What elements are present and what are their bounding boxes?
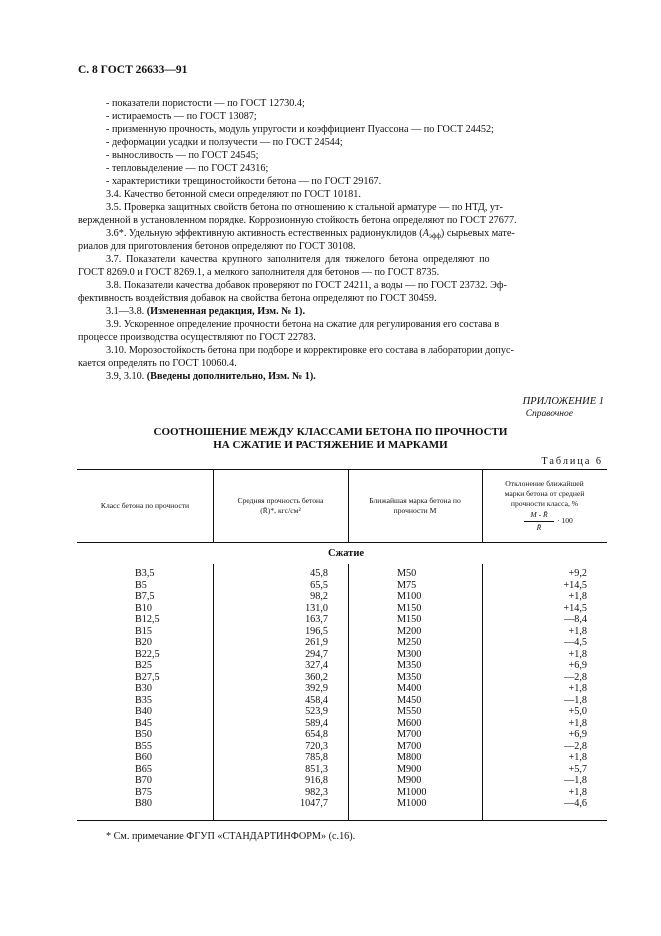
header-strength	[213, 496, 348, 516]
table-cell-dev: —4,6	[564, 798, 587, 809]
table-cell-cls: B75	[135, 786, 152, 798]
paragraph-3-8-line2: фективность воздействия добавок на свойства бетона определяют по ГОСТ 30459.	[78, 293, 437, 304]
paragraph-3-5-line1: 3.5. Проверка защитных свойств бетона по отношению к стальной арматуре — по НТД, ут-	[106, 202, 503, 213]
table-cell-dev: —1,8	[564, 775, 587, 786]
table-cell-cls: B70	[135, 775, 152, 786]
table-cell-dev: +1,8	[568, 683, 587, 694]
table-cell-mark: M350	[397, 660, 422, 671]
paragraph-3-9-line2: процессе производства осуществляют по ГОСТ 22783.	[78, 332, 316, 343]
paragraph-3-6-text-end: ) сырьевых мате-	[440, 228, 515, 239]
table-bottom-rule	[77, 820, 607, 821]
table-caption: Таблица 6	[541, 456, 603, 467]
column-strength	[232, 568, 328, 810]
table-cell-mark: M700	[397, 740, 422, 752]
paragraph-3-5-line2: вержденной в установленном порядке. Коррозионную стойкость бетона определяют по ГОСТ 27677.	[78, 215, 517, 226]
table-cell-dev: +1,8	[568, 625, 587, 637]
appendix-title-line2: НА СЖАТИЕ И РАСТЯЖЕНИЕ И МАРКАМИ	[213, 439, 448, 451]
table-cell-cls: B60	[135, 752, 152, 763]
paragraph-3-8-line1: 3.8. Показатели качества добавок проверяют по ГОСТ 24211, а воды — по ГОСТ 23732. Эф-	[106, 280, 507, 291]
table-divider	[213, 564, 214, 820]
amendment-note-1	[106, 305, 305, 318]
table-cell-mark: M1000	[397, 786, 427, 798]
paragraph-3-10-line2: кается определять по ГОСТ 10060.4.	[78, 358, 237, 369]
table-cell-mark: M75	[397, 579, 417, 591]
table-cell-dev: +5,0	[568, 706, 587, 717]
table-cell-cls: B22,5	[135, 648, 160, 660]
paragraph-3-9-line1: 3.9. Ускоренное определение прочности бетона на сжатие для регулирования его состава в	[106, 319, 500, 330]
table-cell-dev: —2,8	[564, 740, 587, 752]
table-cell-mark: M1000	[397, 798, 427, 809]
table-cell-cls: B5	[135, 579, 147, 591]
table-cell-dev: +14,5	[563, 602, 587, 614]
table-cell-strength: 327,4	[305, 660, 328, 671]
table-cell-mark: M700	[397, 729, 422, 740]
table-cell-mark: M600	[397, 717, 422, 729]
table-cell-strength: 45,8	[310, 568, 328, 579]
paragraph-3-10-line1: 3.10. Морозостойкость бетона при подборе и корректировке его состава в лаборатории допус-	[106, 345, 514, 356]
header-deviation-line1: Отклонение ближайшей	[505, 479, 584, 488]
table-cell-mark: M250	[397, 637, 422, 648]
table-cell-cls: B50	[135, 729, 152, 740]
table-cell-dev: +1,8	[568, 717, 587, 729]
paragraph-3-7-line2: ГОСТ 8269.0 и ГОСТ 8269.1, а мелкого заполнителя для бетонов — по ГОСТ 8735.	[78, 267, 440, 278]
paragraph-3-6-line2: риалов для приготовления бетонов определяют по ГОСТ 30108.	[78, 241, 356, 252]
table-cell-mark: M300	[397, 648, 422, 660]
table-cell-strength: 1047,7	[299, 798, 328, 809]
appendix-sublabel: Справочное	[525, 409, 573, 419]
list-item: - деформации усадки и ползучести — по ГОСТ 24544;	[106, 137, 343, 148]
header-mark	[348, 496, 482, 516]
table-cell-strength: 196,5	[305, 625, 328, 637]
table-top-rule	[77, 469, 607, 470]
table-cell-strength: 982,3	[305, 786, 328, 798]
list-item: - выносливость — по ГОСТ 24545;	[106, 150, 259, 161]
table-cell-dev: —2,8	[564, 671, 587, 683]
table-cell-dev: +1,8	[568, 591, 587, 602]
header-deviation	[482, 479, 607, 509]
section-compression: Сжатие	[328, 548, 365, 559]
table-cell-cls: B10	[135, 602, 152, 614]
table-cell-mark: M550	[397, 706, 422, 717]
table-cell-dev: +9,2	[568, 568, 587, 579]
list-item: - тепловыделение — по ГОСТ 24316;	[106, 163, 269, 174]
amendment-text: (Введены дополнительно, Изм. № 1).	[146, 371, 316, 382]
table-cell-mark: M150	[397, 614, 422, 625]
table-cell-strength: 458,4	[305, 694, 328, 706]
table-cell-strength: 131,0	[305, 602, 328, 614]
table-cell-strength: 392,9	[305, 683, 328, 694]
table-cell-mark: M200	[397, 625, 422, 637]
table-cell-dev: —1,8	[564, 694, 587, 706]
header-class: Класс бетона по прочности	[100, 501, 190, 510]
table-divider	[348, 564, 349, 820]
table-cell-cls: B3,5	[135, 568, 155, 579]
formula-fraction-bar	[524, 521, 554, 522]
paragraph-3-6-text: 3.6*. Удельную эффективную активность естественных радионуклидов (	[106, 228, 423, 239]
paragraph-3-4: 3.4. Качество бетонной смеси определяют по ГОСТ 10181.	[106, 189, 361, 200]
table-cell-dev: —4,5	[564, 637, 587, 648]
header-mark-line2: прочности М	[393, 506, 437, 515]
column-mark	[397, 568, 457, 810]
footnote: * См. примечание ФГУП «СТАНДАРТИНФОРМ» (с.16).	[106, 831, 356, 842]
table-cell-cls: B45	[135, 717, 152, 729]
table-cell-cls: B27,5	[135, 671, 160, 683]
table-cell-strength: 654,8	[305, 729, 328, 740]
header-deviation-line3: прочности класса, %	[510, 499, 579, 508]
table-cell-cls: B65	[135, 763, 152, 775]
table-divider	[482, 564, 483, 820]
table-cell-cls: B25	[135, 660, 152, 671]
header-strength-line1: Средняя прочность бетона	[237, 496, 324, 505]
header-mark-line1: Ближайшая марка бетона по	[369, 496, 461, 505]
column-class	[135, 568, 195, 810]
table-cell-cls: B55	[135, 740, 152, 752]
amendment-ref: 3.1—3.8.	[106, 306, 145, 317]
appendix-title-line1: СООТНОШЕНИЕ МЕЖДУ КЛАССАМИ БЕТОНА ПО ПРОЧНОСТИ	[153, 426, 508, 438]
table-cell-cls: B7,5	[135, 591, 155, 602]
table-cell-strength: 589,4	[305, 717, 328, 729]
table-cell-cls: B40	[135, 706, 152, 717]
formula-multiplier: · 100	[557, 516, 573, 525]
table-cell-dev: —8,4	[564, 614, 587, 625]
list-item: - истираемость — по ГОСТ 13087;	[106, 111, 257, 122]
table-cell-strength: 916,8	[305, 775, 328, 786]
table-cell-dev: +1,8	[568, 786, 587, 798]
formula-denominator: R̄	[536, 523, 542, 532]
table-cell-strength: 851,3	[305, 763, 328, 775]
table-cell-dev: +6,9	[568, 660, 587, 671]
table-cell-strength: 65,5	[310, 579, 328, 591]
table-header-rule	[77, 542, 607, 543]
table-cell-cls: B12,5	[135, 614, 160, 625]
table-cell-mark: M400	[397, 683, 422, 694]
table-cell-mark: M100	[397, 591, 422, 602]
page-header: С. 8 ГОСТ 26633—91	[78, 64, 188, 76]
table-cell-strength: 294,7	[305, 648, 328, 660]
table-cell-mark: M450	[397, 694, 422, 706]
table-cell-cls: B30	[135, 683, 152, 694]
table-cell-mark: M350	[397, 671, 422, 683]
table-cell-strength: 523,9	[305, 706, 328, 717]
header-deviation-line2: марки бетона от средней	[504, 489, 585, 498]
paragraph-3-7-line1: 3.7. Показатели качества крупного заполнителя для тяжелого бетона определяют по	[106, 254, 490, 265]
list-item: - показатели пористости — по ГОСТ 12730.4;	[106, 98, 305, 109]
table-cell-strength: 98,2	[310, 591, 328, 602]
table-cell-strength: 261,9	[305, 637, 328, 648]
table-cell-cls: B35	[135, 694, 152, 706]
formula-numerator: M - R̄	[530, 510, 548, 519]
table-cell-mark: M800	[397, 752, 422, 763]
table-cell-cls: B20	[135, 637, 152, 648]
table-cell-mark: M150	[397, 602, 422, 614]
amendment-note-2	[106, 370, 316, 383]
table-cell-dev: +5,7	[568, 763, 587, 775]
table-cell-mark: M50	[397, 568, 417, 579]
table-cell-mark: M900	[397, 775, 422, 786]
table-cell-dev: +6,9	[568, 729, 587, 740]
list-item: - призменную прочность, модуль упругости и коэффициент Пуассона — по ГОСТ 24452;	[106, 124, 494, 135]
radionuclide-subscript: эфф	[428, 232, 441, 240]
amendment-text: (Измененная редакция, Изм. № 1).	[146, 306, 305, 317]
radionuclide-symbol: A	[422, 228, 429, 239]
table-cell-strength: 163,7	[305, 614, 328, 625]
table-cell-cls: B15	[135, 625, 152, 637]
column-deviation	[540, 568, 587, 810]
list-item: - характеристики трещиностойкости бетона — по ГОСТ 29167.	[106, 176, 382, 187]
table-cell-dev: +1,8	[568, 648, 587, 660]
table-cell-strength: 360,2	[305, 671, 328, 683]
header-strength-line2: (R̄)*, кгс/см²	[260, 506, 301, 515]
amendment-ref: 3.9, 3.10.	[106, 371, 145, 382]
table-cell-dev: +1,8	[568, 752, 587, 763]
appendix-label: ПРИЛОЖЕНИЕ 1	[522, 396, 604, 407]
table-cell-mark: M900	[397, 763, 422, 775]
table-cell-strength: 720,3	[305, 740, 328, 752]
table-cell-cls: B80	[135, 798, 152, 809]
table-cell-strength: 785,8	[305, 752, 328, 763]
table-cell-dev: +14,5	[563, 579, 587, 591]
